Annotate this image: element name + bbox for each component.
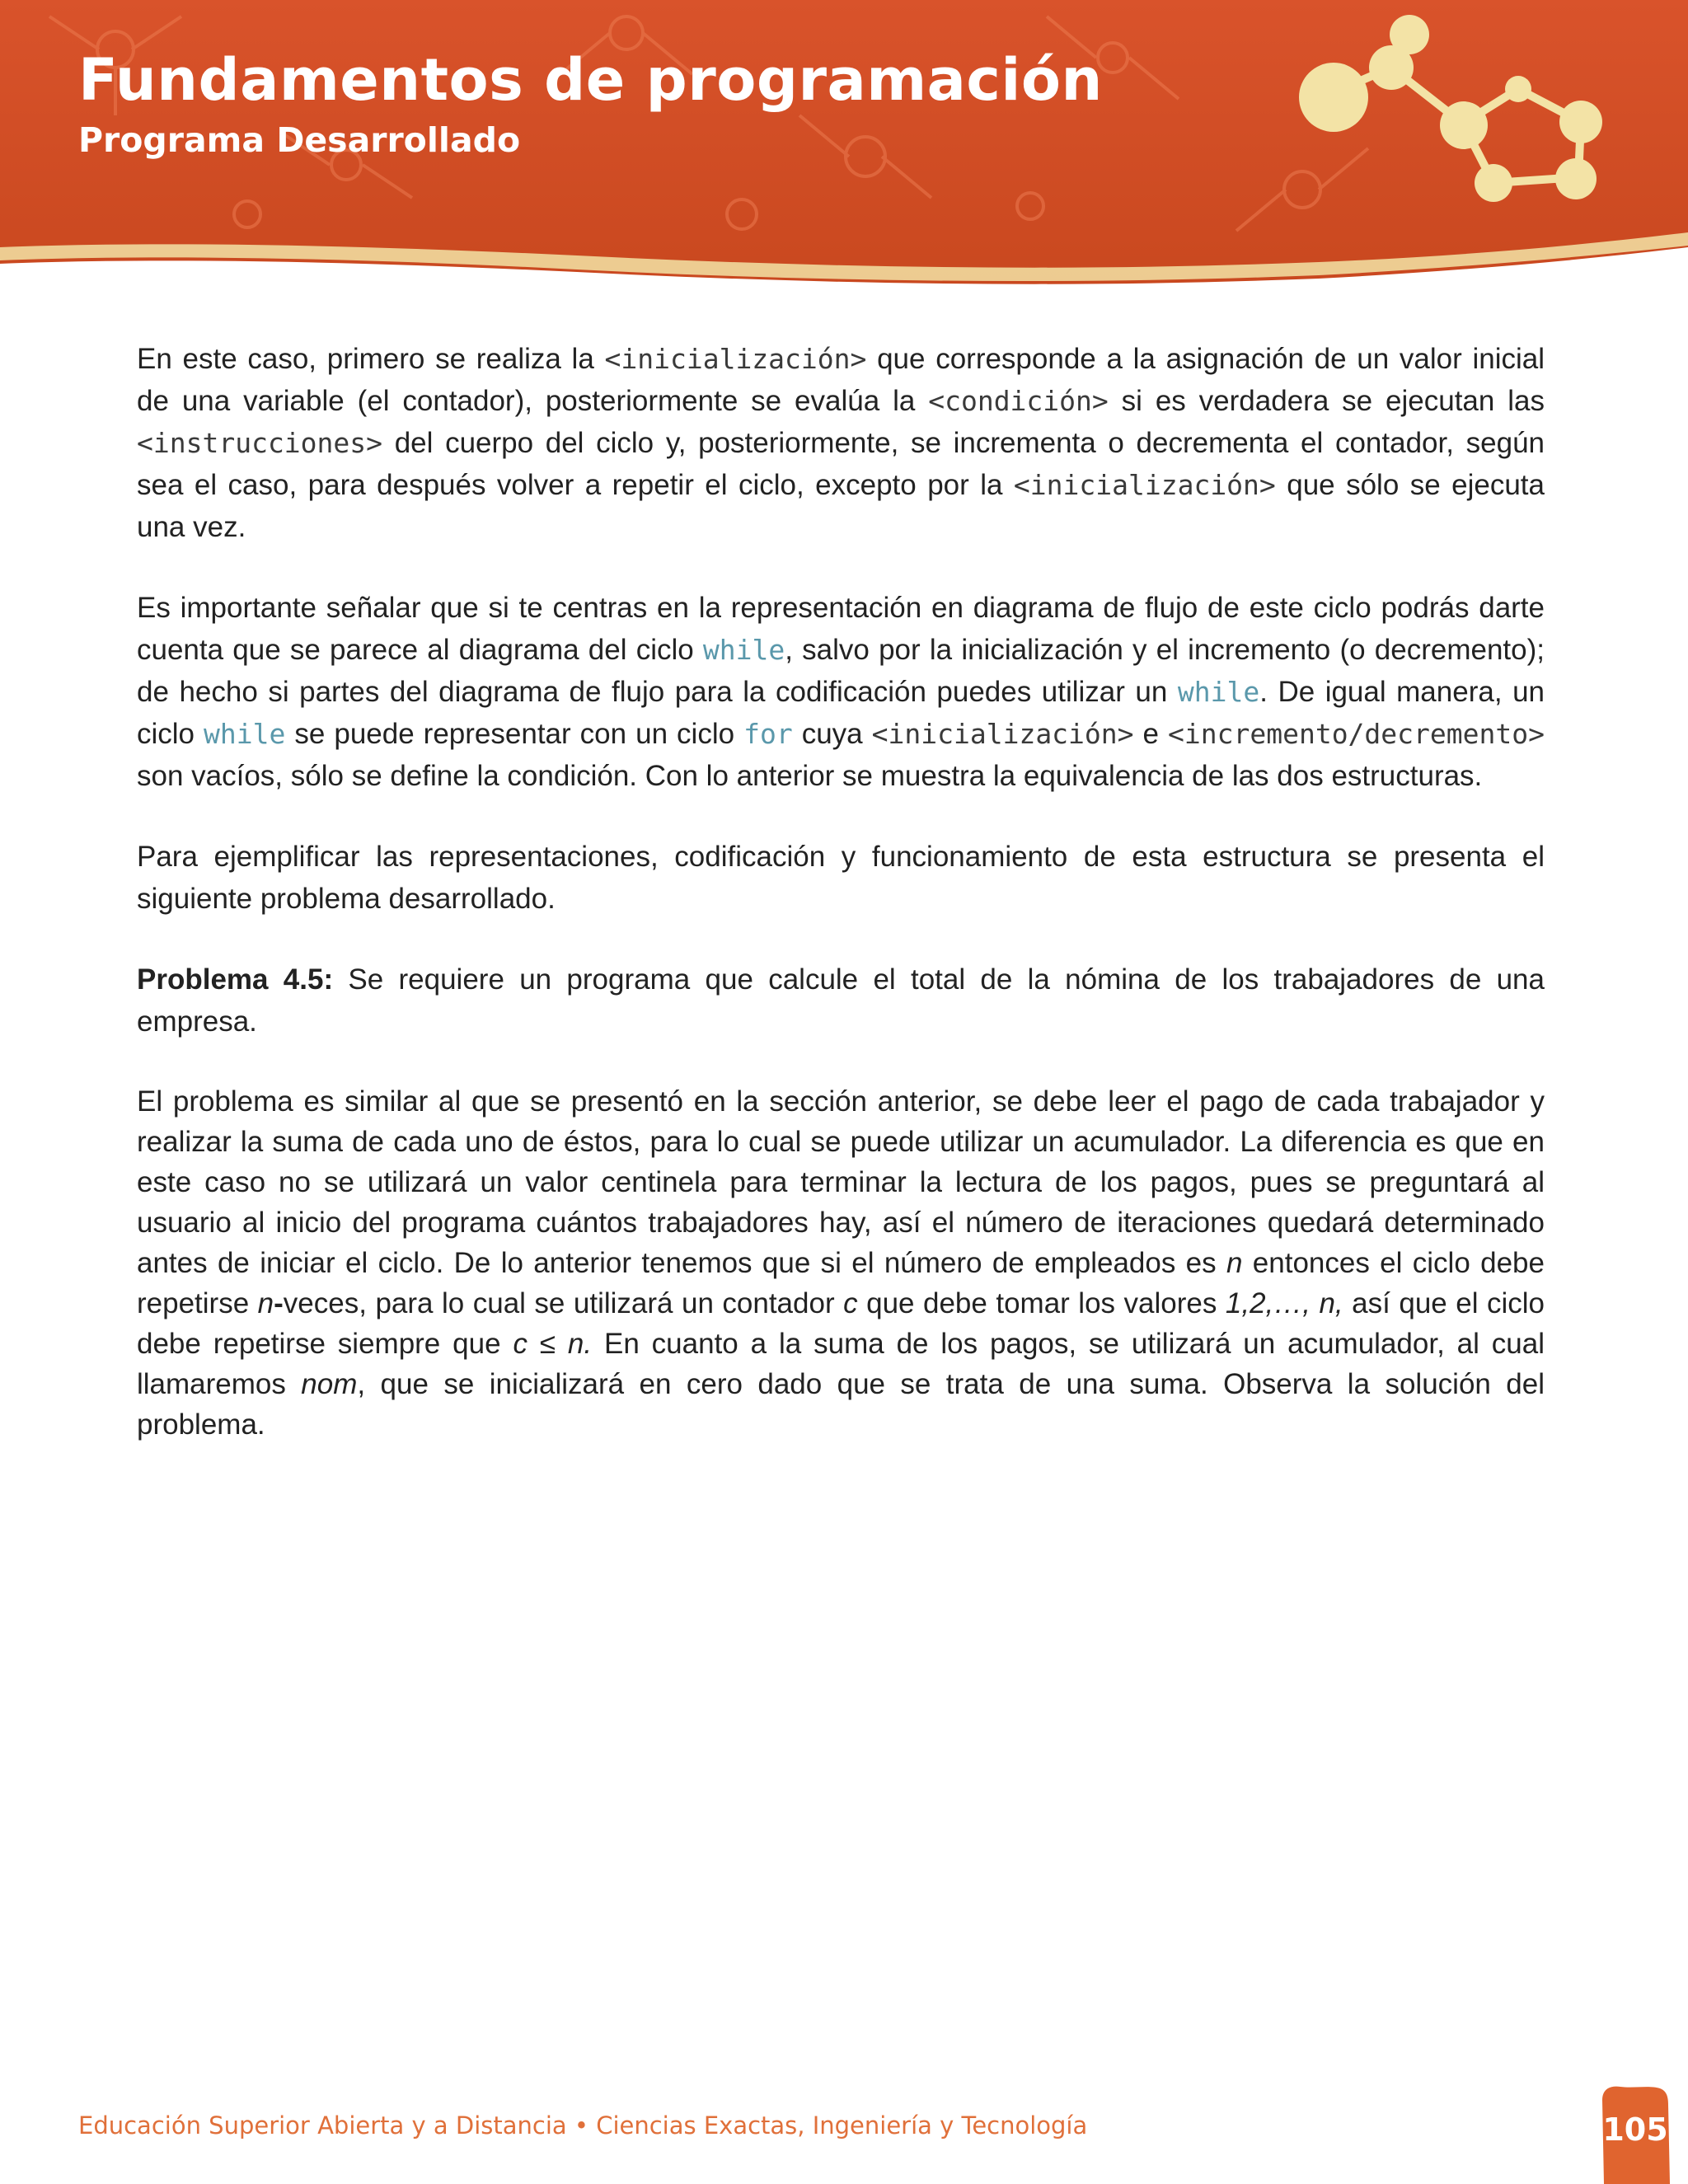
var-c: c [843, 1287, 858, 1319]
text-run: que sólo se ejecuta una vez. [137, 469, 1545, 543]
text-run: se puede representar con un ciclo [285, 718, 744, 750]
page-content [137, 338, 1545, 1483]
paragraph-5 [137, 1081, 1545, 1445]
text-run: veces, para lo cual se utilizará un contador [283, 1287, 844, 1319]
var-n: n [1226, 1247, 1243, 1279]
document-subtitle: Programa Desarrollado [78, 120, 521, 160]
condition-expression: c ≤ n. [513, 1328, 593, 1360]
code-condicion: <condición> [928, 385, 1109, 417]
page-number: 105 [1602, 2111, 1668, 2148]
text-run: que corresponde a la asignación de un valor inicial de una variable (el contador), posteriormente se evalúa la [137, 343, 1545, 417]
keyword-while: while [204, 718, 286, 750]
text-run: entonces el ciclo debe repetirse [137, 1247, 1545, 1319]
text-run: cuya [792, 718, 872, 750]
text-run: son vacíos, sólo se define la condición. Con lo anterior se muestra la equivalencia de las dos estructuras. [137, 760, 1483, 792]
var-nom: nom [301, 1368, 358, 1400]
problem-statement [137, 958, 1545, 1043]
code-inicializacion: <inicialización> [604, 343, 867, 375]
text-run: Se requiere un programa que calcule el total de la nómina de los trabajadores de una empresa. [137, 963, 1545, 1038]
text-run: si es verdadera se ejecutan las [1108, 385, 1545, 417]
paragraph-2 [137, 587, 1545, 797]
code-inicializacion: <inicialización> [871, 718, 1134, 750]
text-run: que debe tomar los valores [857, 1287, 1226, 1319]
text-run: . De igual manera, un ciclo [137, 676, 1545, 750]
text-run: El problema es similar al que se presentó en la sección anterior, se debe leer el pago de cada trabajador y realizar la suma de cada uno de éstos, para lo cual se puede utilizar un acumulador. La diferencia es que en este caso no se utilizará un valor centinela para terminar la lectura de los pagos, pues se preguntará al usuario al inicio del programa cuántos trabajadores hay, así el número de iteraciones quedará determinado antes de iniciar el ciclo. De lo anterior tenemos que si el número de empleados es [137, 1085, 1545, 1279]
text-run: e [1133, 718, 1169, 750]
document-title: Fundamentos de programación [78, 46, 1103, 114]
text-run: En cuanto a la suma de los pagos, se utilizará un acumulador, al cual llamaremos [137, 1328, 1545, 1400]
code-inicializacion: <inicialización> [1013, 469, 1276, 501]
text-run: , salvo por la inicialización y el incremento (o decremento); de hecho si partes del diagrama de flujo para la codificación puedes utilizar un [137, 634, 1545, 708]
keyword-while: while [702, 634, 785, 666]
value-sequence: 1,2,…, n, [1225, 1287, 1343, 1319]
keyword-while: while [1177, 676, 1260, 708]
dash: - [274, 1287, 284, 1319]
paragraph-1 [137, 338, 1545, 548]
text-run: Es importante señalar que si te centras en la representación en diagrama de flujo de este ciclo podrás darte cuenta que se parece al diagrama del ciclo [137, 592, 1545, 666]
footer-text: Educación Superior Abierta y a Distancia • Ciencias Exactas, Ingeniería y Tecnología [78, 2111, 1088, 2139]
code-incremento-decremento: <incremento/decremento> [1168, 718, 1545, 750]
var-n: n [257, 1287, 274, 1319]
header-banner [0, 0, 1688, 288]
text-run: En este caso, primero se realiza la [137, 343, 605, 375]
text-run: así que el ciclo debe repetirse siempre que [137, 1287, 1545, 1360]
problem-label: Problema 4.5: [137, 963, 334, 996]
text-run: , que se inicializará en cero dado que se trata de una suma. Observa la solución del problema. [137, 1368, 1545, 1441]
paragraph-3: Para ejemplificar las representaciones, codificación y funcionamiento de esta estructura se presenta el siguiente problema desarrollado. [137, 841, 1545, 915]
code-instrucciones: <instrucciones> [137, 427, 383, 459]
text-run: del cuerpo del ciclo y, posteriormente, se incrementa o decrementa el contador, según sea el caso, para después volver a repetir el ciclo, excepto por la [137, 427, 1545, 501]
keyword-for: for [743, 718, 793, 750]
